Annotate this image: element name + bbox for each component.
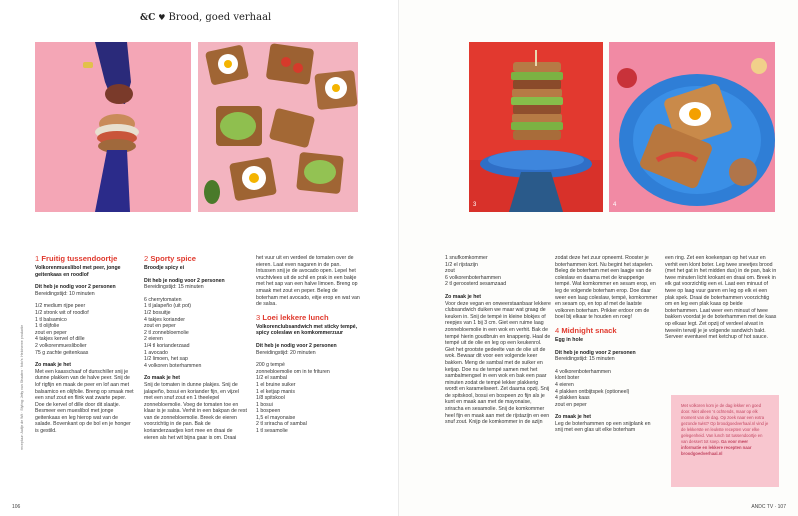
ingredient: 2 tl geroosterd sesamzaad	[445, 281, 507, 288]
recipe-4-method: Leg de boterhammen op een snijplank en snij met een glas uit elke boterham	[555, 420, 651, 434]
ingredient: 1 avocado	[144, 349, 168, 356]
heart-icon: ♥	[158, 13, 166, 22]
ingredient: 1/2 bosuitje	[144, 309, 171, 316]
ingredient: 4 volkorenboterhammen	[555, 368, 611, 375]
ingredient: 1 tl balsamico	[35, 316, 67, 323]
ingredient: 1/8 spitskool	[256, 395, 285, 402]
ingredient: 2 eieren	[144, 336, 163, 343]
ingredient: 1/2 limoen, het sap	[144, 356, 188, 363]
recipe-2	[144, 255, 248, 447]
recipe-1-prep-time: Bereidingstijd: 10 minuten	[35, 290, 95, 297]
ingredient: 1 bospeen	[256, 408, 281, 415]
tip-cta: Ga voor meer informatie en lekkere recepten naar broodgoedverhaal.nl	[681, 439, 752, 456]
ingredient: 1 el ketjap manis	[256, 388, 295, 395]
column-right-b	[555, 255, 659, 440]
brand-logo: &C	[140, 12, 156, 23]
page-number-right: ANDC TV · 107	[751, 504, 786, 510]
recipe-3-needs-label: Dit heb je nodig voor 2 personen	[256, 342, 337, 349]
recipe-3-continued	[445, 255, 551, 432]
page-number-left: 106	[12, 504, 21, 510]
ingredient: zonnebloemolie om in te frituren	[256, 368, 330, 375]
recipe-2-ingredients	[144, 297, 248, 370]
recipe-3-ingredients-continued	[445, 255, 551, 288]
ingredient: 1/2 el rijstazijn	[445, 261, 478, 268]
recipe-4-prep-time: Bereidingstijd: 15 minuten	[555, 356, 615, 363]
ingredient: 1 el bruine suiker	[256, 381, 296, 388]
ingredient: 75 g zachte geitenkaas	[35, 349, 89, 356]
column-3	[256, 255, 360, 441]
ingredient: 6 cherrytomaten	[144, 296, 182, 303]
ingredient: 6 volkorenboterhammen	[445, 274, 501, 281]
ingredient: 4 takjes kervel of dille	[35, 336, 85, 343]
recipe-4-method-continued: een ring. Zet een koekenpan op het vuur en verhit een klont boter. Leg twee sneetjes brood (met het gat in het midden dus) in de pan, bak in twee minuten licht krokant en draai om. Breek in elk gat voorzichtig een ei. Laat een minuut of twee op laag vuur garen en leg op elk ei een plak spek. Draai de boterhammen voorzichtig om en leg een plak kaas op beide boterhammen. Laat weer een minuut of twee bakken voordat je de boterhammen met de kaas op elkaar legt. Zet opzij of verdeel alvast in tweeën terwijl je je volgende sandwich bakt. Serveer eventueel met ketchup of hot sauce.	[665, 255, 777, 341]
recipe-4-ingredients	[555, 369, 659, 409]
photo-club-sandwich	[469, 42, 603, 212]
recipe-2-method-continued: het vuur uit en verdeel de tomaten over de eieren. Laat even nagaren in de pan. Intussen snij je de avocado open. Lepel het vruchtvlees uit de schil en prak in een bakje met het sap van een halve limoen. Breng op smaak met zout en peper. Beleg de boterham met avocado, eitje erop en wat van de salsa.	[256, 255, 360, 308]
ingredient: 4 plakken kaas	[555, 395, 590, 402]
tip-text: Met volkoren kom je de dag lekker en goed door. Niet alleen 's ochtends, maar op elk moment van de dag. Op zoek naar een extra gezonde twist? Op broodgoedverhaal.nl vind je de lekkerste en leukste recepten voor elke gelegenheid. Van lunch tot tussendoortje en van dessert tot soep.	[681, 403, 769, 444]
recipe-4-needs-label: Dit heb je nodig voor 2 personen	[555, 349, 636, 356]
recipe-3-method-label: Zo maak je het	[445, 293, 482, 300]
recipe-1-method: Met een kaasschaaf of dunschiller snij je dunne plakken van de halve peer. Snij de lof rigfijn en maak de peer en lof aan met balsamico en olijfolie. Breng op smaak met een snuf zout en flink wat zwarte peper. Doe de kervel of dille door dit slaatje. Besmeer een mueslibol met jonge geitenkaas en leg hierop wat van de salade. Bovenkant op de bol en je honger is gestild.	[35, 368, 134, 435]
section-title: Brood, goed verhaal	[168, 12, 272, 23]
recipe-2-prep-time: Bereidingstijd: 15 minuten	[144, 284, 204, 291]
recipe-1-needs-label: Dit heb je nodig voor 2 personen	[35, 284, 116, 291]
ingredient: zout	[445, 268, 455, 275]
ingredient: klont boter	[555, 375, 580, 382]
ingredient: 1/2 stronk wit of roodlof	[35, 309, 89, 316]
tip-box	[671, 395, 779, 487]
recipe-3-prep-time: Bereidingstijd: 20 minuten	[256, 349, 316, 356]
photo-toast-table	[198, 42, 358, 212]
recipe-2-method-label: Zo maak je het	[144, 375, 181, 382]
recipe-4-method-label: Zo maak je het	[555, 414, 592, 421]
recipe-2-heading: 2 Sporty spice	[144, 254, 196, 263]
ingredient: 200 g tempé	[256, 362, 285, 369]
ingredient: 1 tl jalapeño (uit pot)	[144, 303, 192, 310]
ingredient: 1/2 el sambal	[256, 375, 287, 382]
recipe-1-ingredients	[35, 303, 135, 356]
recipe-3-subtitle: Volkorenclubsandwich met sticky tempé, spicy coleslaw en komkommerzuur	[256, 323, 358, 337]
ingredient: 1 tl olijfolie	[35, 323, 60, 330]
recipe-3-heading: 3 Loei lekkere lunch	[256, 312, 329, 322]
ingredient: zout en peper	[144, 323, 176, 330]
ingredient: zout en peper	[555, 401, 587, 408]
recipe-2-needs-label: Dit heb je nodig voor 2 personen	[144, 277, 225, 284]
ingredient: 2 volkorenmueslibolier	[35, 342, 87, 349]
recipe-3-method: Voor deze vegan en onweerstaanbaar lekkere clubsandwich duiken we maar wat graag de keuken in. Snij de tempé in kleine blokjes of reepjes van 1 bij 3 cm. Giet een ruime laag zonnebloemolie in een wok en verhit. Bak de tempé hierin goudbruin en knapperig. Haal de tempé uit de olie en leg op een keukenrol. Giet het grootste gedeelte van de olie uit de wok. Bewaar dit voor een volgende keer bakken. Meng de sambal met de suiker en ketjap. Doe nu de tempé samen met het sambalmengsel in een wok en bak een paar minuten zodat de tempé lekker plakkerig wordt en karameliseert. Zet daarna opzij. Snij de spitskool, bosui en bospeen zo fijn als je kunt en maak aan met de mayonaise, sriracha en sesamolie. Snij de komkommer heel fijn en maak aan met de rijstazijn en een snuf zout. Knijp de komkommer in de azijn	[445, 300, 551, 426]
recipe-4-subtitle: Egg in hole	[555, 336, 583, 343]
ingredient: 1/4 tl korianderzaad	[144, 342, 190, 349]
recipe-4-heading: 4 Midnight snack	[555, 325, 617, 335]
photo-egg-in-hole	[609, 42, 775, 212]
ingredient: 1,5 el mayonaise	[256, 414, 296, 421]
ingredient: 2 tl zonnebloemolie	[144, 329, 189, 336]
ingredient: 1 bosui	[256, 401, 273, 408]
ingredient: 4 volkoren boterhammen	[144, 362, 202, 369]
recipe-1-subtitle: Volkorenmueslibol met peer, jonge geitenkaas en roodlof	[35, 265, 121, 278]
section-header	[140, 12, 271, 23]
ingredient: 4 takjes koriander	[144, 316, 185, 323]
recipe-4-continued	[665, 255, 777, 347]
recipe-2-method: Snij de tomaten in dunne plakjes. Snij de jalapeño, bosui en koriander fijn, en vijzel met een snuf zout en 1 theelepel zonnebloemolie. Voeg de tomaten toe en klaar is je salsa. Verhit in een bakpan de rest van de zonnebloemolie. Breek de eieren voorzichtig in de pan. Bak de korianderzaadjes kort mee en draai de eieren als het wit bijna gaar is om. Draai	[144, 381, 247, 441]
photo-number: 3	[473, 202, 477, 208]
ingredient: 2 tl sriracha of sambal	[256, 421, 307, 428]
recipe-1-heading: 1 Fruitig tussendoortje	[35, 254, 118, 263]
ingredient: 1 tl sesamolie	[256, 428, 288, 435]
photo-number: 4	[613, 202, 617, 208]
recipe-3-method-continued: zodat deze het zuur opneemt. Rooster je boterhammen kort. Nu begint het stapelen. Beleg de boterham met een laagje van de coleslaw en daarna met de knapperige tempé. Wat komkommer en sesam erop, en leg de volgende boterham erop. Doe daar weer een laag coleslaw, tempé, komkommer en sesam op, en top af met de laatste volkoren boterham. Prikker erdoor om de boel bij elkaar te houden en roeg!	[555, 255, 658, 321]
ingredient: 4 plakken ontbijtspek (optioneel)	[555, 388, 630, 395]
photo-credit: receptuur: Aaltje de Wit · Styling: Jetty van Straaten · foto's: Heloiseme productie	[20, 324, 24, 450]
ingredient: zout en peper	[35, 329, 67, 336]
recipe-2-subtitle: Broodje spicy ei	[144, 265, 185, 271]
right-page	[399, 0, 798, 516]
recipe-1	[35, 255, 135, 441]
recipe-3-ingredients	[256, 362, 360, 435]
recipe-1-method-label: Zo maak je het	[35, 362, 72, 369]
ingredient: 4 eieren	[555, 381, 574, 388]
photo-sandwich-hand	[35, 42, 191, 212]
ingredient: 1 snufkomkommer	[445, 255, 488, 261]
ingredient: 1/2 medium rijpe peer	[35, 303, 86, 310]
